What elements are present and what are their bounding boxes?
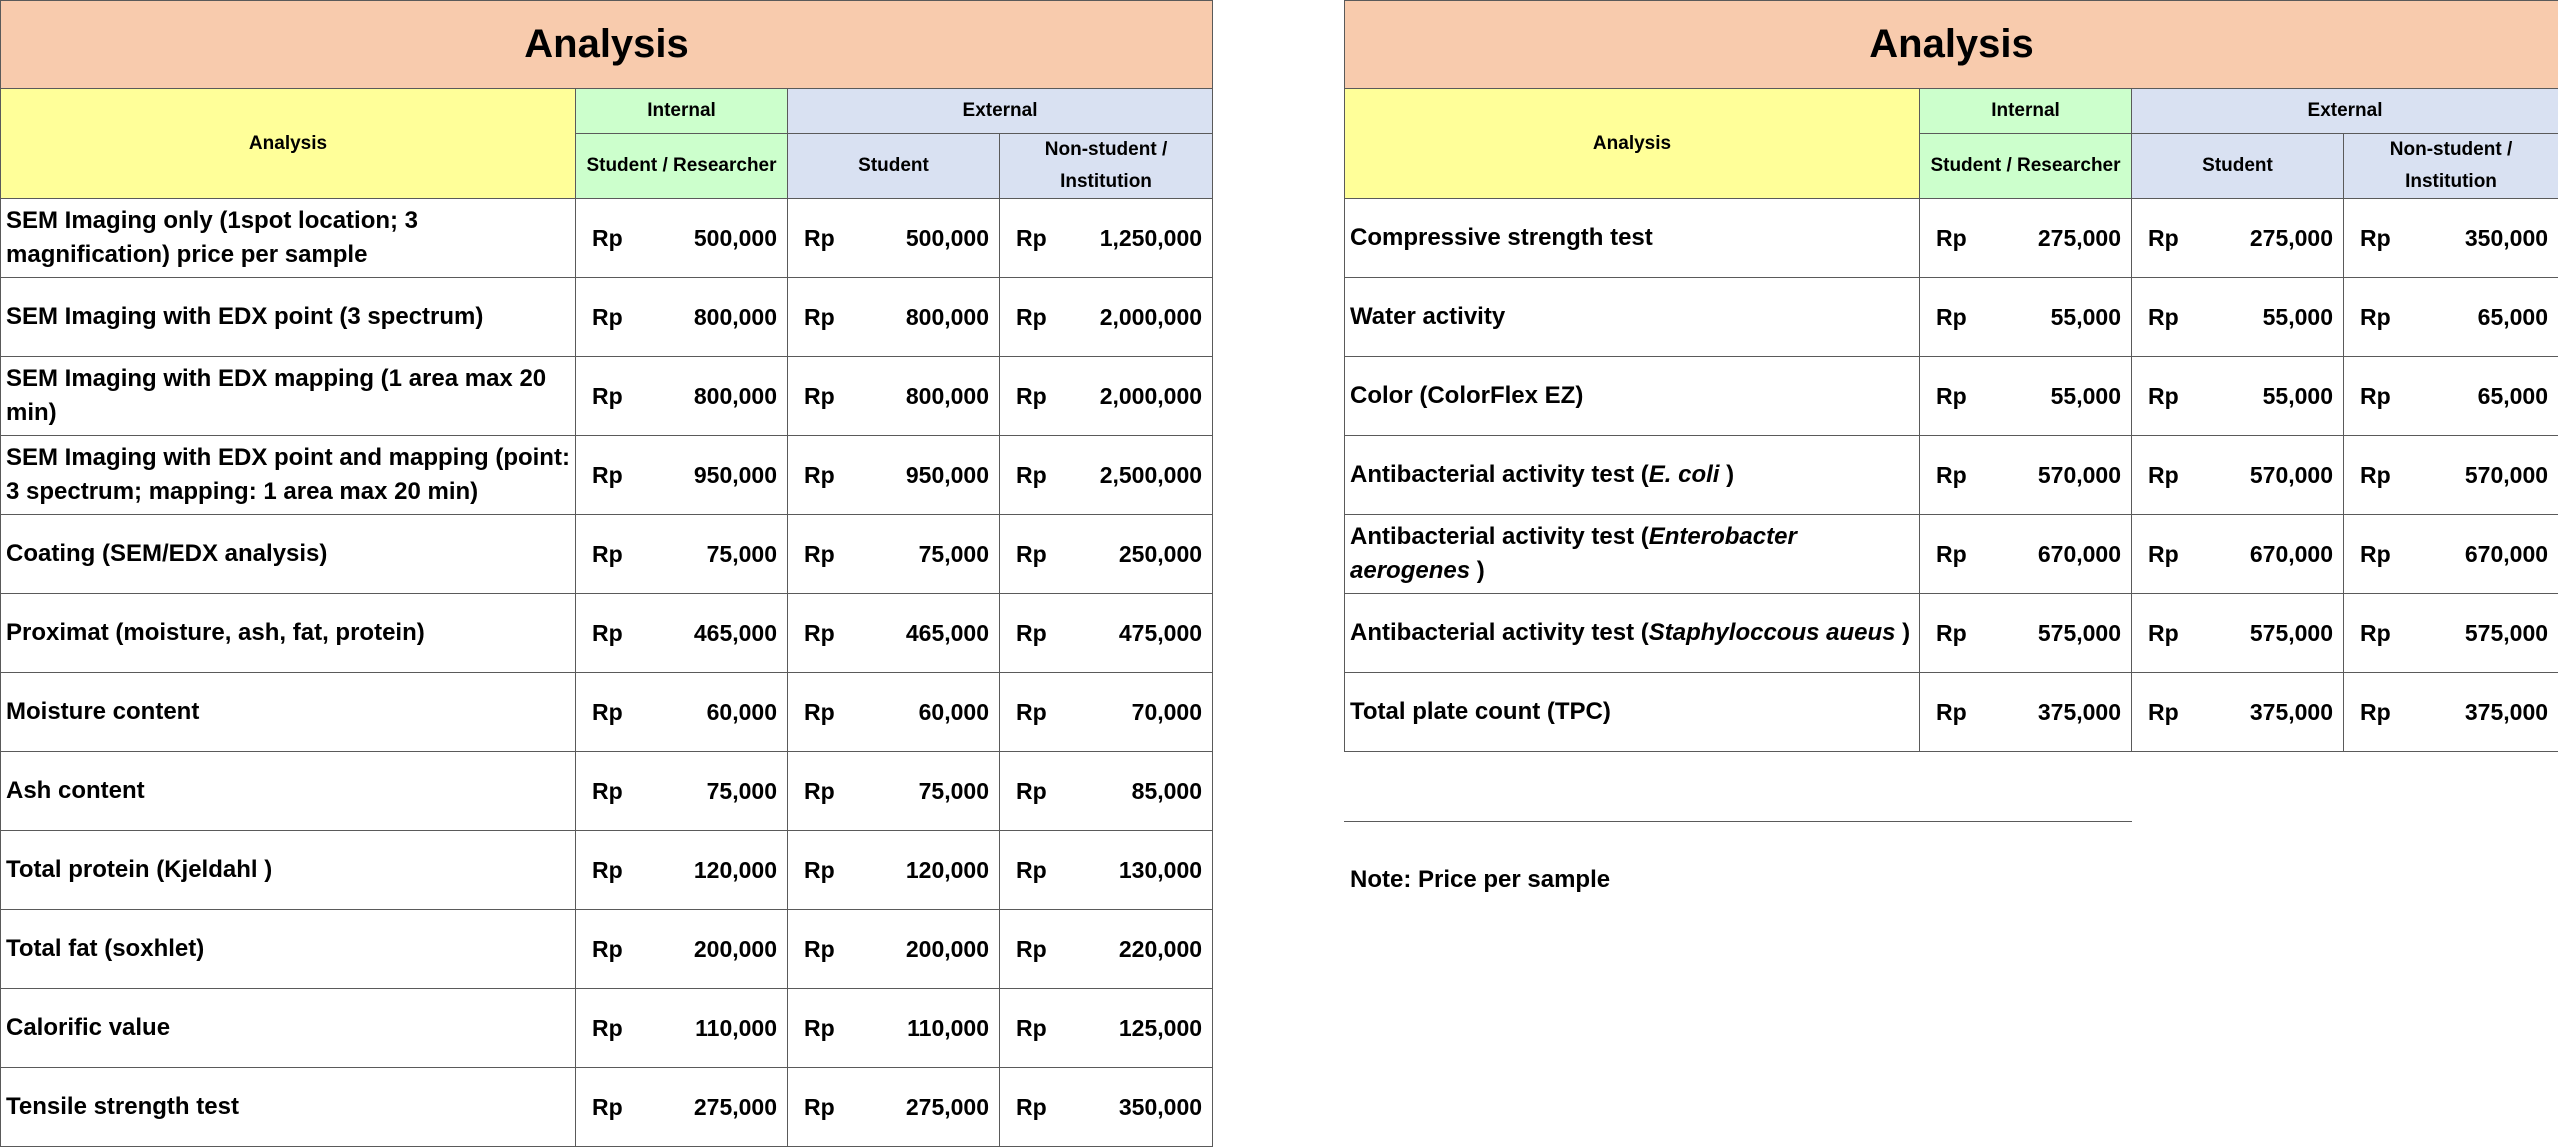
currency-label: Rp [2148,462,2179,489]
currency-label: Rp [592,225,623,252]
price-cell-internal [1920,515,2132,594]
price-amount: 800,000 [694,383,777,410]
price-amount: 120,000 [906,857,989,884]
price-amount: 200,000 [906,936,989,963]
price-amount: 575,000 [2465,620,2548,647]
price-amount: 60,000 [707,699,777,726]
title-row [1345,1,2558,89]
price-amount: 2,000,000 [1100,383,1202,410]
price-table [0,0,1213,1147]
name-italic: E. coli [1649,461,1720,488]
analysis-name: Total protein (Kjeldahl ) [1,831,576,910]
table-body [1345,199,2558,752]
price-amount: 500,000 [694,225,777,252]
price-amount: 800,000 [906,383,989,410]
price-cell-student [2132,199,2344,278]
table-row [1345,357,2558,436]
price-amount: 800,000 [906,304,989,331]
price-cell-internal [1920,357,2132,436]
currency-label: Rp [804,857,835,884]
table-body [1,199,1213,1147]
currency-label: Rp [2360,462,2391,489]
price-cell-student [788,199,1000,278]
price-cell-non-student [1000,515,1213,594]
currency-label: Rp [1016,541,1047,568]
currency-label: Rp [804,936,835,963]
header-row [1345,89,2558,134]
price-cell-student [2132,673,2344,752]
price-cell-non-student [1000,594,1213,673]
currency-label: Rp [804,620,835,647]
price-table-right [1344,0,2558,752]
price-amount: 75,000 [919,778,989,805]
analysis-name [1345,594,1920,673]
analysis-name: Compressive strength test [1345,199,1920,278]
price-amount: 575,000 [2038,620,2121,647]
table-row [1345,515,2558,594]
currency-label: Rp [592,462,623,489]
price-amount: 250,000 [1119,541,1202,568]
price-amount: 110,000 [695,1015,777,1042]
currency-label: Rp [804,778,835,805]
analysis-name: Color (ColorFlex EZ) [1345,357,1920,436]
price-amount: 130,000 [1119,857,1202,884]
currency-label: Rp [592,304,623,331]
price-cell-internal [576,357,788,436]
name-suffix: ) [1719,461,1734,488]
table-row [1345,594,2558,673]
price-cell-internal [1920,673,2132,752]
price-amount: 375,000 [2038,699,2121,726]
analysis-name: SEM Imaging with EDX mapping (1 area max 20 min) [1,357,576,436]
price-cell-internal [576,910,788,989]
price-amount: 375,000 [2465,699,2548,726]
price-cell-internal [576,752,788,831]
price-cell-student [788,1068,1000,1147]
divider-line [1344,821,2132,822]
currency-label: Rp [1016,462,1047,489]
currency-label: Rp [1936,225,1967,252]
analysis-name: Total plate count (TPC) [1345,673,1920,752]
table-row [1,673,1213,752]
price-cell-student [788,594,1000,673]
price-cell-non-student [1000,831,1213,910]
currency-label: Rp [804,1015,835,1042]
name-italic: Enterobacter aerogenes [1350,523,1797,584]
price-amount: 670,000 [2038,541,2121,568]
table-row [1345,673,2558,752]
table-row [1345,436,2558,515]
price-cell-internal [576,278,788,357]
price-cell-non-student [2344,199,2558,278]
table-row [1,989,1213,1068]
price-amount: 110,000 [907,1015,989,1042]
student-header: Student [2132,134,2344,199]
currency-label: Rp [2148,699,2179,726]
currency-label: Rp [592,383,623,410]
external-group-header: External [788,89,1213,134]
currency-label: Rp [804,304,835,331]
price-cell-non-student [1000,436,1213,515]
price-cell-student [788,357,1000,436]
currency-label: Rp [1016,225,1047,252]
currency-label: Rp [1016,1015,1047,1042]
currency-label: Rp [2148,225,2179,252]
name-prefix: Antibacterial activity test ( [1350,461,1649,488]
price-cell-non-student [2344,515,2558,594]
currency-label: Rp [592,936,623,963]
name-prefix: Antibacterial activity test ( [1350,619,1649,646]
price-amount: 465,000 [694,620,777,647]
currency-label: Rp [1936,541,1967,568]
price-cell-internal [576,594,788,673]
price-cell-internal [1920,436,2132,515]
price-cell-student [788,278,1000,357]
external-group-header: External [2132,89,2558,134]
price-amount: 670,000 [2465,541,2548,568]
price-cell-non-student [2344,278,2558,357]
price-amount: 120,000 [694,857,777,884]
price-cell-internal [576,1068,788,1147]
name-suffix: ) [1896,619,1911,646]
title-row [1,1,1213,89]
price-amount: 570,000 [2465,462,2548,489]
currency-label: Rp [2148,383,2179,410]
currency-label: Rp [1936,462,1967,489]
non-student-header: Non-student / Institution [1000,134,1213,199]
price-cell-internal [576,199,788,278]
table-row [1,199,1213,278]
price-cell-student [788,910,1000,989]
price-amount: 125,000 [1119,1015,1202,1042]
currency-label: Rp [2148,541,2179,568]
header-row [1,89,1213,134]
student-researcher-header: Student / Researcher [576,134,788,199]
price-amount: 350,000 [2465,225,2548,252]
analysis-name [1345,515,1920,594]
table-row [1,910,1213,989]
price-cell-non-student [1000,752,1213,831]
price-amount: 350,000 [1119,1094,1202,1121]
table-row [1,831,1213,910]
currency-label: Rp [592,1015,623,1042]
currency-label: Rp [804,541,835,568]
table-row [1345,278,2558,357]
analysis-name: SEM Imaging with EDX point (3 spectrum) [1,278,576,357]
price-amount: 275,000 [2038,225,2121,252]
price-cell-student [2132,357,2344,436]
table-row [1,436,1213,515]
currency-label: Rp [2360,383,2391,410]
price-cell-non-student [1000,673,1213,752]
currency-label: Rp [2360,225,2391,252]
price-amount: 275,000 [906,1094,989,1121]
price-table [1344,0,2558,752]
price-amount: 500,000 [906,225,989,252]
currency-label: Rp [1936,699,1967,726]
price-cell-student [2132,515,2344,594]
currency-label: Rp [2360,620,2391,647]
price-amount: 375,000 [2250,699,2333,726]
price-cell-internal [1920,278,2132,357]
currency-label: Rp [804,383,835,410]
table-title: Analysis [1345,1,2558,89]
price-cell-student [788,515,1000,594]
price-cell-student [788,752,1000,831]
price-cell-student [2132,436,2344,515]
currency-label: Rp [1016,304,1047,331]
price-cell-non-student [1000,989,1213,1068]
price-cell-non-student [2344,436,2558,515]
table-row [1,594,1213,673]
analysis-name: Coating (SEM/EDX analysis) [1,515,576,594]
price-amount: 75,000 [707,541,777,568]
name-prefix: Antibacterial activity test ( [1350,523,1649,550]
price-cell-non-student [1000,278,1213,357]
price-amount: 85,000 [1132,778,1202,805]
currency-label: Rp [2360,304,2391,331]
price-cell-internal [576,673,788,752]
currency-label: Rp [592,699,623,726]
price-cell-internal [1920,594,2132,673]
analysis-name: Ash content [1,752,576,831]
price-cell-non-student [1000,199,1213,278]
analysis-column-header: Analysis [1,89,576,199]
table-row [1,515,1213,594]
price-amount: 65,000 [2478,304,2548,331]
internal-group-header: Internal [1920,89,2132,134]
price-cell-non-student [1000,357,1213,436]
price-amount: 70,000 [1132,699,1202,726]
price-amount: 220,000 [1119,936,1202,963]
price-amount: 200,000 [694,936,777,963]
price-table-left [0,0,1212,1147]
currency-label: Rp [2360,699,2391,726]
table-title: Analysis [1,1,1213,89]
price-cell-internal [1920,199,2132,278]
price-amount: 60,000 [919,699,989,726]
price-amount: 55,000 [2051,383,2121,410]
currency-label: Rp [2148,304,2179,331]
price-cell-internal [576,989,788,1068]
currency-label: Rp [592,778,623,805]
table-row [1,752,1213,831]
student-researcher-header: Student / Researcher [1920,134,2132,199]
currency-label: Rp [592,620,623,647]
price-amount: 55,000 [2051,304,2121,331]
price-cell-student [2132,594,2344,673]
currency-label: Rp [2360,541,2391,568]
price-cell-non-student [2344,673,2558,752]
currency-label: Rp [592,857,623,884]
currency-label: Rp [2148,620,2179,647]
currency-label: Rp [1936,304,1967,331]
currency-label: Rp [804,225,835,252]
analysis-column-header: Analysis [1345,89,1920,199]
currency-label: Rp [1016,1094,1047,1121]
price-cell-internal [576,436,788,515]
price-cell-student [788,673,1000,752]
price-cell-non-student [1000,910,1213,989]
name-italic: Staphyloccous aueus [1649,619,1896,646]
price-amount: 950,000 [694,462,777,489]
price-amount: 2,000,000 [1100,304,1202,331]
table-row [1,357,1213,436]
price-amount: 465,000 [906,620,989,647]
student-header: Student [788,134,1000,199]
currency-label: Rp [592,1094,623,1121]
currency-label: Rp [804,462,835,489]
price-cell-student [788,831,1000,910]
currency-label: Rp [592,541,623,568]
currency-label: Rp [1016,620,1047,647]
price-amount: 75,000 [919,541,989,568]
price-amount: 65,000 [2478,383,2548,410]
analysis-name: Total fat (soxhlet) [1,910,576,989]
price-cell-student [2132,278,2344,357]
price-amount: 2,500,000 [1100,462,1202,489]
currency-label: Rp [1016,383,1047,410]
price-amount: 670,000 [2250,541,2333,568]
price-cell-internal [576,831,788,910]
price-cell-student [788,436,1000,515]
price-amount: 1,250,000 [1100,225,1202,252]
price-cell-internal [576,515,788,594]
currency-label: Rp [804,699,835,726]
price-amount: 275,000 [2250,225,2333,252]
table-row [1345,199,2558,278]
name-suffix: ) [1470,557,1485,584]
analysis-name: Tensile strength test [1,1068,576,1147]
currency-label: Rp [1016,857,1047,884]
price-amount: 800,000 [694,304,777,331]
analysis-name: Calorific value [1,989,576,1068]
currency-label: Rp [1016,699,1047,726]
currency-label: Rp [1936,620,1967,647]
currency-label: Rp [1016,778,1047,805]
price-amount: 575,000 [2250,620,2333,647]
analysis-name: Water activity [1345,278,1920,357]
price-cell-non-student [1000,1068,1213,1147]
internal-group-header: Internal [576,89,788,134]
price-cell-non-student [2344,594,2558,673]
table-row [1,1068,1213,1147]
price-amount: 950,000 [906,462,989,489]
currency-label: Rp [1016,936,1047,963]
price-cell-student [788,989,1000,1068]
price-amount: 570,000 [2250,462,2333,489]
non-student-header: Non-student / Institution [2344,134,2558,199]
price-amount: 570,000 [2038,462,2121,489]
analysis-name: Moisture content [1,673,576,752]
price-note: Note: Price per sample [1350,866,1610,894]
analysis-name: SEM Imaging with EDX point and mapping (point: 3 spectrum; mapping: 1 area max 20 min) [1,436,576,515]
analysis-name [1345,436,1920,515]
price-cell-non-student [2344,357,2558,436]
price-amount: 275,000 [694,1094,777,1121]
price-amount: 475,000 [1119,620,1202,647]
currency-label: Rp [804,1094,835,1121]
currency-label: Rp [1936,383,1967,410]
table-row [1,278,1213,357]
price-amount: 55,000 [2263,383,2333,410]
analysis-name: Proximat (moisture, ash, fat, protein) [1,594,576,673]
analysis-name: SEM Imaging only (1spot location; 3 magnification) price per sample [1,199,576,278]
price-amount: 55,000 [2263,304,2333,331]
price-amount: 75,000 [707,778,777,805]
